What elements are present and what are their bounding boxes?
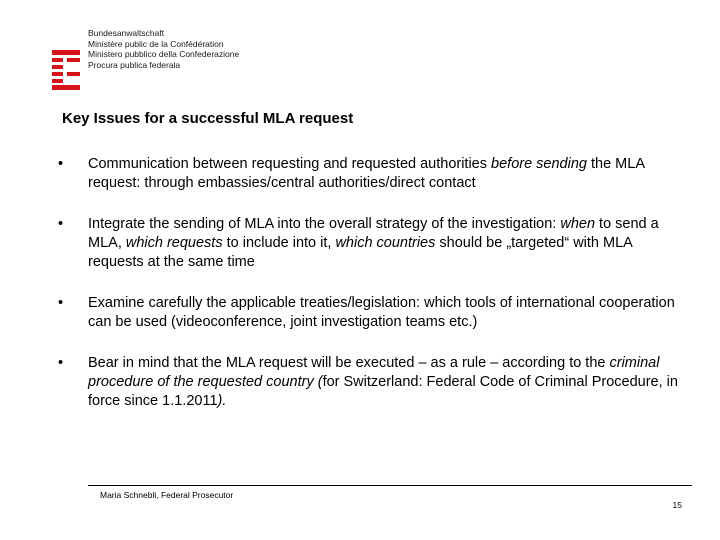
footer-divider — [88, 485, 692, 486]
bullet-text: for Switzerland: Federal Code of Criminal Procedure, in force since 1.1.2011 — [88, 374, 678, 409]
presenter-name: Maria Schnebli, Federal Prosecutor — [100, 490, 234, 500]
bullet-marker: • — [58, 156, 64, 172]
bullet-text-italic: when — [560, 216, 596, 232]
org-name-block — [88, 28, 239, 70]
bullet-text: the MLA request: through embassies/central authorities/direct contact — [88, 156, 645, 191]
org-line-fr: Ministère public de la Confédération — [88, 38, 224, 49]
bullet-item-2 — [58, 215, 683, 272]
bullet-text-italic: which requests — [125, 235, 223, 251]
bullet-text-italic: criminal procedure of the requested country ( — [88, 355, 660, 390]
bullet-text: Communication between requesting and requested authorities — [88, 156, 492, 172]
bullet-list — [58, 155, 683, 433]
bullet-marker: • — [58, 216, 64, 232]
bullet-text: Bear in mind that the MLA request will be executed – as a rule – according to the — [88, 355, 610, 371]
slide-title: Key Issues for a successful MLA request — [62, 110, 354, 127]
bullet-text: to include into it, — [222, 235, 336, 251]
bullet-item-1 — [58, 155, 683, 193]
org-line-it: Ministero pubblico della Confederazione — [88, 49, 240, 59]
bullet-text: Integrate the sending of MLA into the overall strategy of the investigation: — [88, 216, 561, 232]
org-line-rm: Procura publica federala — [88, 59, 181, 70]
bullet-item-3 — [58, 294, 683, 332]
org-line-de: Bundesanwaltschaft — [88, 28, 165, 38]
bullet-item-4 — [58, 354, 683, 411]
bullet-text: to send a MLA, — [88, 216, 659, 251]
bullet-marker: • — [58, 295, 64, 311]
bullet-text: should be „targeted“ with MLA requests at the same time — [88, 235, 633, 270]
page-number: 15 — [672, 500, 682, 510]
swiss-federal-logo — [52, 50, 80, 90]
bullet-marker: • — [58, 355, 64, 371]
bullet-text: Examine carefully the applicable treaties/legislation: which tools of international cooperation can be used (videoconference, joint investigation teams etc.) — [88, 295, 675, 330]
bullet-text-italic: which countries — [335, 235, 436, 251]
bullet-text-italic: ). — [217, 393, 227, 409]
bullet-text-italic: before sending — [491, 156, 587, 172]
